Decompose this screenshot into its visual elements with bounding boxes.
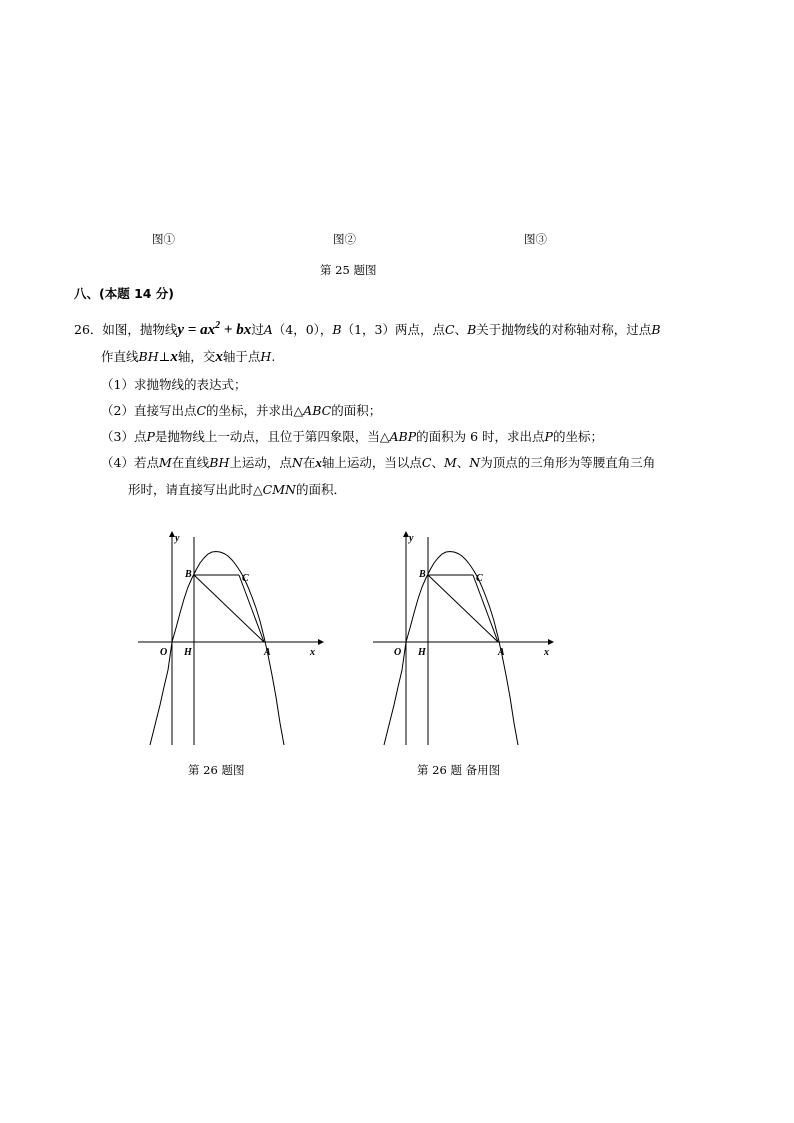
perp-symbol: ⊥	[158, 349, 171, 364]
label-B: B	[419, 569, 426, 580]
p4-text-a: （4）若点	[101, 455, 159, 470]
p3-text-d: 的坐标；	[552, 429, 603, 444]
label-H: H	[418, 647, 426, 658]
eq-ax: ax	[200, 322, 216, 338]
p4-point-N-2: N	[469, 455, 481, 470]
q26-line-1	[74, 318, 661, 338]
q26-intro-text: 如图，抛物线	[102, 322, 178, 337]
p4-line2-text-b: 的面积．	[295, 482, 346, 497]
eq-equals: =	[184, 322, 201, 338]
p4-text-c: 上运动，点	[229, 455, 292, 470]
fig25-sub1-label: 图①	[152, 232, 175, 246]
x-axis-arrow	[548, 639, 554, 645]
p4-sep-1: 、	[431, 455, 444, 470]
p3-point-P-2: P	[544, 429, 553, 444]
p3-text-a: （3）点	[101, 429, 147, 444]
p4-point-M: M	[158, 455, 172, 470]
line2-text-c: 轴，交	[177, 349, 216, 364]
p3-triangle-ABP: ABP	[389, 429, 417, 444]
label-y: y	[175, 533, 180, 544]
label-B: B	[185, 569, 192, 580]
p4-triangle-CMN: CMN	[262, 482, 296, 497]
q26-part-4	[101, 455, 655, 471]
segment-AB	[428, 575, 498, 642]
fig26-caption-left: 第 26 题图	[188, 763, 245, 777]
point-B-3: B	[651, 322, 661, 337]
line-BH: BH	[138, 349, 159, 364]
p4-point-C: C	[421, 455, 432, 470]
p4-line2-text-a: 形时，请直接写出此时△	[128, 482, 263, 497]
fig26-main-diagram	[130, 525, 330, 750]
segment-AB	[194, 575, 264, 642]
x-axis-arrow	[318, 639, 324, 645]
A-coords: （4，0），	[272, 322, 333, 337]
p3-text-b: 是抛物线上一动点，且位于第四象限，当△	[154, 429, 390, 444]
q26-pass: 过	[251, 322, 264, 337]
q26-part-4-line-2	[128, 482, 346, 498]
p3-point-P: P	[146, 429, 155, 444]
p3-text-c: 的面积为 6 时，求出点	[416, 429, 545, 444]
section-heading: 八、(本题 14 分)	[74, 286, 175, 301]
fig25-sub2-label: 图②	[333, 232, 356, 246]
label-A: A	[264, 647, 271, 658]
q26-part-1: （1）求抛物线的表达式；	[101, 377, 247, 392]
q26-part-3	[101, 429, 603, 445]
q26-symmetry-text: 关于抛物线的对称轴对称，过点	[476, 322, 652, 337]
line2-text-d: 轴于点	[222, 349, 261, 364]
x-var-2: x	[215, 349, 223, 365]
fig25-sub3-label: 图③	[524, 232, 547, 246]
label-x: x	[310, 647, 315, 658]
x-var-1: x	[170, 349, 178, 365]
point-H: H	[260, 349, 272, 364]
label-y: y	[409, 533, 414, 544]
fig26-backup-diagram	[365, 525, 565, 750]
q26-part-2	[101, 403, 381, 419]
p2-text-b: 的坐标，并求出△	[206, 403, 304, 418]
q26-number: 26．	[74, 322, 103, 337]
point-B-2: B	[467, 322, 477, 337]
point-A: A	[263, 322, 273, 337]
B-coords: （1，3）两点，点	[341, 322, 446, 337]
p4-text-d: 在	[302, 455, 316, 470]
line2-text-a: 作直线	[101, 349, 139, 364]
p4-point-N: N	[291, 455, 303, 470]
point-C: C	[445, 322, 455, 337]
q26-line-2	[101, 349, 275, 365]
label-C: C	[242, 573, 249, 584]
p4-text-e: 轴上运动，当以点	[321, 455, 422, 470]
fig26-caption-right: 第 26 题 备用图	[417, 763, 501, 777]
segment-AC	[239, 575, 264, 642]
p4-sep-2: 、	[456, 455, 470, 470]
p2-point-C: C	[196, 403, 207, 418]
fig25-caption: 第 25 题图	[320, 263, 377, 277]
p2-triangle-ABC: ABC	[303, 403, 332, 418]
eq-y: y	[177, 322, 185, 338]
label-x: x	[544, 647, 549, 658]
label-O: O	[160, 647, 168, 658]
label-O: O	[394, 647, 402, 658]
eq-exponent: 2	[215, 320, 221, 331]
p4-line-BH: BH	[209, 455, 230, 470]
q26-equation	[177, 322, 251, 338]
p4-x-var: x	[315, 455, 322, 470]
label-A: A	[498, 647, 505, 658]
eq-bx: + bx	[220, 322, 252, 338]
segment-AC	[473, 575, 498, 642]
separator: 、	[454, 322, 468, 337]
label-H: H	[184, 647, 192, 658]
label-C: C	[476, 573, 483, 584]
p4-text-f: 为顶点的三角形为等腰直角三角	[480, 455, 656, 470]
p4-text-b: 在直线	[171, 455, 210, 470]
p4-point-M-2: M	[443, 455, 457, 470]
p2-text-a: （2）直接写出点	[101, 403, 197, 418]
p2-text-c: 的面积；	[331, 403, 382, 418]
line2-period: .	[271, 349, 276, 364]
point-B: B	[332, 322, 342, 337]
